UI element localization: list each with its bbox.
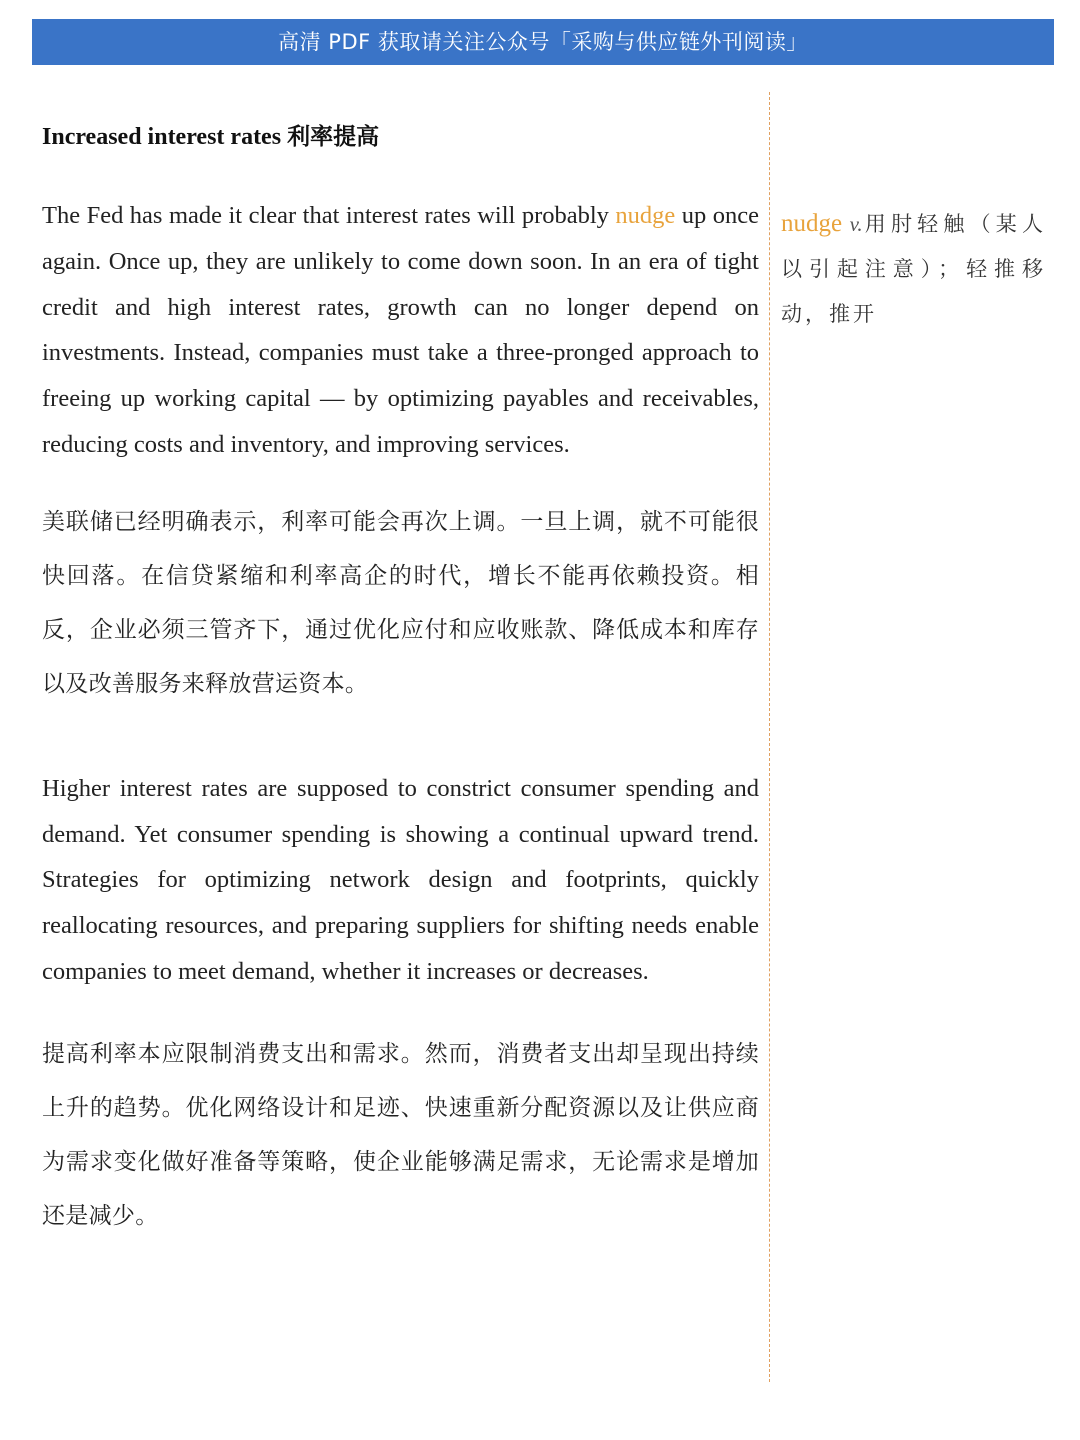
column-divider	[769, 92, 770, 1382]
glossary-part-of-speech: v.	[849, 212, 863, 236]
highlighted-word: nudge	[615, 202, 676, 229]
glossary-definition: 用肘轻触（某人以引起注意）；轻推移动，推开	[781, 212, 1046, 326]
glossary-note	[781, 201, 1046, 337]
paragraph-1-en	[42, 193, 759, 468]
paragraph-1-cn: 美联储已经明确表示，利率可能会再次上调。一旦上调，就不可能很快回落。在信贷紧缩和利率高企的时代，增长不能再依赖投资。相反，企业必须三管齐下，通过优化应付和应收账款、降低成本和库存以及改善服务来释放营运资本。	[42, 508, 759, 697]
section-heading-cn: 利率提高	[287, 124, 380, 150]
banner-text: 高清 PDF 获取请关注公众号「采购与供应链外刊阅读」	[278, 30, 808, 54]
main-column	[42, 110, 759, 1243]
section-heading-en: Increased interest rates	[42, 124, 288, 150]
paragraph-1-before: The Fed has made it clear that interest rates will probably	[42, 202, 616, 229]
section-heading	[42, 120, 759, 154]
paragraph-1-after: up once again. Once up, they are unlikely to come down soon. In an era of tight credit and high interest rates, growth can no longer depend on investments. Instead, companies must take a three-pronged approach to freeing up working capital — by optimizing payables and receivables, reducing costs and inventory, and improving services.	[42, 202, 760, 458]
header-banner	[32, 19, 1054, 65]
paragraph-2-en: Higher interest rates are supposed to constrict consumer spending and demand. Yet consumer spending is showing a continual upward trend. Strategies for optimizing network design and footprints, quickly reallocating resources, and preparing suppliers for shifting needs enable companies to meet demand, whether it increases or decreases.	[42, 774, 759, 985]
glossary-term: nudge	[781, 210, 843, 237]
paragraph-2-cn: 提高利率本应限制消费支出和需求。然而，消费者支出却呈现出持续上升的趋势。优化网络设计和足迹、快速重新分配资源以及让供应商为需求变化做好准备等策略，使企业能够满足需求，无论需求是增加还是减少。	[42, 1040, 759, 1229]
